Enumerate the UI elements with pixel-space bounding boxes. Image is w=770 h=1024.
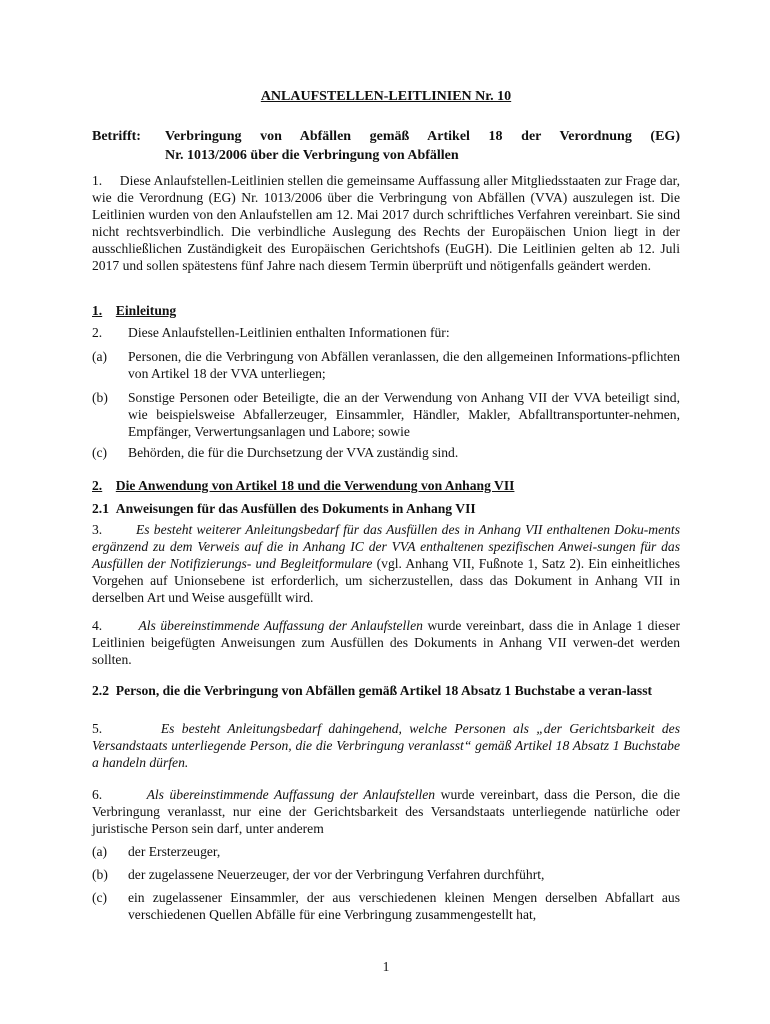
paragraph-text: Diese Anlaufstellen-Leitlinien stellen die gemeinsame Auffassung aller Mitgliedsstaaten zur Frage dar, wie die Verordnung (EG) Nr. 1013/2006 über die Verbringung von Abfällen (VVA) auszulegen ist. Die Leitlinien wurden von den Anlaufstellen am 12. Mai 2017 durch schriftliches Verfahren vereinbart. Sie sind nicht rechtsverbindlich. Die verbindliche Auslegung des Rechts der Europäischen Union liegt in der ausschließlichen Zuständigkeit des Europäischen Gerichtshofs (EuGH). Die Leitlinien gelten ab 12. Juli 2017 und sollen spätestens fünf Jahre nach diesem Termin überprüft und nötigenfalls geändert werden.: [92, 173, 680, 273]
paragraph-text: wurde vereinbart, dass die in Anlage 1 dieser Leitlinien beigefügten Anweisungen zum Ausfüllen des Dokuments in Anhang VII verwen-det werden sollten.: [92, 618, 681, 667]
list-text: Behörden, die für die Durchsetzung der VVA zuständig sind.: [128, 445, 459, 460]
section-number: 2.1: [92, 501, 109, 516]
section-title: Die Anwendung von Artikel 18 und die Verwendung von Anhang VII: [115, 478, 515, 493]
paragraph-italic-text: Als übereinstimmende Auffassung der Anlaufstellen: [146, 787, 436, 802]
document-title: ANLAUFSTELLEN-LEITLINIEN Nr. 10: [260, 89, 512, 104]
section-title: Anweisungen für das Ausfüllen des Dokuments in Anhang VII: [115, 501, 476, 516]
section-number: 2.: [92, 478, 103, 493]
paragraph-4: [92, 617, 680, 668]
section-number: 1.: [92, 303, 103, 318]
section-heading-1: [92, 302, 680, 319]
list-marker: (b): [92, 390, 108, 405]
list-text: Personen, die die Verbringung von Abfällen veranlassen, die den allgemeinen Informations-pflichten von Artikel 18 der VVA unterliegen;: [128, 349, 680, 381]
paragraph-number: 1.: [92, 173, 103, 188]
paragraph-text: Diese Anlaufstellen-Leitlinien enthalten Informationen für:: [128, 325, 450, 340]
paragraph-3: [92, 521, 680, 606]
paragraph-number: 5.: [92, 721, 103, 736]
list-text: der zugelassene Neuerzeuger, der vor der Verbringung Verfahren durchführt,: [128, 867, 545, 882]
list-marker: (a): [92, 349, 108, 364]
list-text: Sonstige Personen oder Beteiligte, die an der Verwendung von Anhang VII der VVA beteiligt sind, wie beispielsweise Abfallerzeuger, Einsammler, Händler, Makler, Abfalltransportunter-nehmen, Empfänger, Verwertungsanlagen und Labore; sowie: [128, 390, 680, 439]
paragraph-text: wurde vereinbart, dass die Person, die die Verbringung veranlasst, nur eine der Gerichtsbarkeit des Versandstaats unterliegende natürliche oder juristische Person sein darf, unter anderem: [92, 787, 681, 836]
paragraph-number: 3.: [92, 522, 103, 537]
paragraph-italic-text: Es besteht Anleitungsbedarf dahingehend, welche Personen als „der Gerichtsbarkeit des Versandstaats unterliegende Person, die die Verbringung veranlasst“ gemäß Artikel 18 Absatz 1 Buchstabe a handeln dürfen.: [92, 721, 681, 770]
list-marker: (c): [92, 890, 108, 905]
section-title: Person, die die Verbringung von Abfällen gemäß Artikel 18 Absatz 1 Buchstabe a veran-lasst: [115, 683, 653, 698]
section-heading-2: [92, 477, 680, 494]
paragraph-6: [92, 786, 680, 837]
list-text: ein zugelassener Einsammler, der aus verschiedenen kleinen Mengen derselben Abfallart aus verschiedenen Quellen Abfälle für eine Verbringung zusammengestellt hat,: [128, 890, 680, 922]
subject-label: Betrifft:: [92, 129, 141, 144]
subsection-heading-2-2: [92, 682, 680, 699]
subject-line-1: Verbringung von Abfällen gemäß Artikel 18 der Verordnung (EG): [165, 129, 680, 144]
paragraph-italic-text: Es besteht weiterer Anleitungsbedarf für das Ausfüllen des in Anhang VII enthaltenen Doku-ments ergänzend zu dem Verweis auf die in Anhang IC der VVA enthaltenen spezifischen Anwei-sungen für das Ausfüllen der Notifizierungs- und Begleitformulare: [92, 522, 680, 571]
section-title: Einleitung: [115, 303, 177, 318]
list-text: der Ersterzeuger,: [128, 844, 221, 859]
subject-line-2: Nr. 1013/2006 über die Verbringung von Abfällen: [165, 148, 459, 163]
paragraph-number: 4.: [92, 618, 103, 633]
page-number: 1: [382, 959, 390, 974]
paragraph-number: 6.: [92, 787, 103, 802]
paragraph-1: [92, 172, 680, 274]
paragraph-5: [92, 720, 680, 771]
subsection-heading-2-1: [92, 500, 680, 517]
list-marker: (b): [92, 867, 108, 882]
paragraph-italic-text: Als übereinstimmende Auffassung der Anlaufstellen: [138, 618, 423, 633]
list-marker: (c): [92, 445, 108, 460]
paragraph-text: (vgl. Anhang VII, Fußnote 1, Satz 2). Ein einheitliches Vorgehen auf Unionsebene ist erforderlich, um sicherzustellen, dass das Dokument in Anhang VII in derselben Art und Weise ausgefüllt wird.: [92, 556, 680, 605]
list-marker: (a): [92, 844, 108, 859]
subject-text: [165, 127, 680, 165]
paragraph-number: 2.: [92, 325, 103, 340]
section-number: 2.2: [92, 683, 109, 698]
